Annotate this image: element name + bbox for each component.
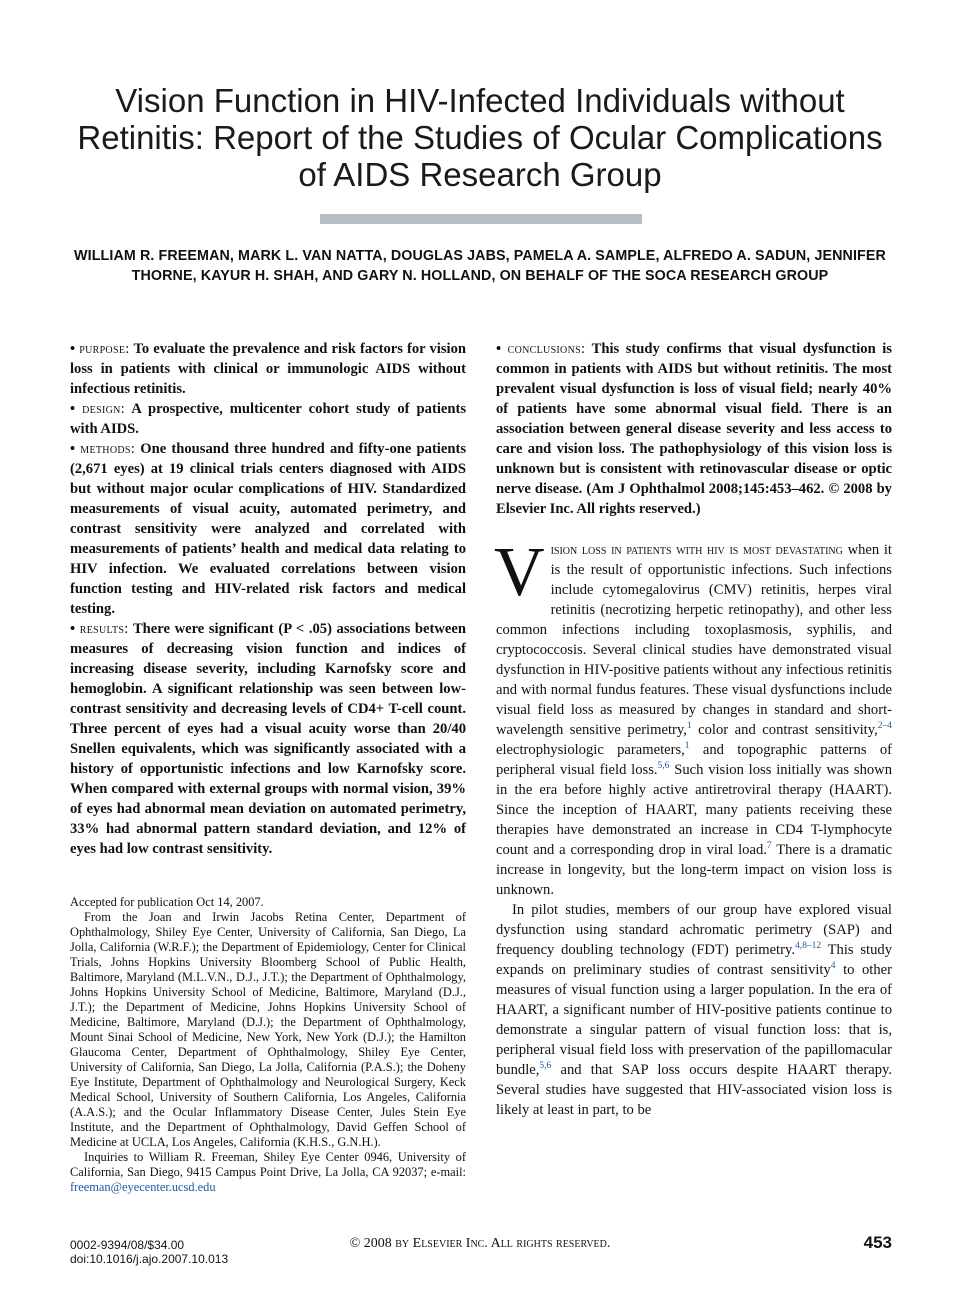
reference-link[interactable]: 4,8–12 [794, 941, 822, 952]
drop-cap: V [494, 534, 545, 611]
footnotes [70, 895, 466, 1195]
design-label: design: [82, 401, 125, 417]
article-title: Vision Function in HIV-Infected Individuals without Retinitis: Report of the Studies of Ocular Complications of AIDS Research Group [77, 82, 883, 193]
reference-link[interactable]: 5,6 [657, 761, 670, 772]
reference-link[interactable]: 5,6 [539, 1061, 552, 1072]
text: and that SAP loss occurs despite HAART therapy. Several studies have suggested that HIV-associated vision loss is likely at least in part, to be [496, 1062, 892, 1118]
lead-in: ision loss in patients with hiv is most devastating [550, 542, 843, 558]
reference-link[interactable]: 1 [684, 741, 690, 752]
bullet: • [496, 341, 502, 357]
abstract-purpose [70, 339, 466, 399]
bullet: • [70, 341, 76, 357]
doi: doi:10.1016/j.ajo.2007.10.013 [70, 1252, 229, 1266]
purpose-text: To evaluate the prevalence and risk factors for vision loss in patients with clinical or immunologic AIDS without infectious retinitis. [70, 341, 466, 397]
results-text: There were significant (P < .05) associations between measures of decreasing vision function and indices of increasing disease severity, including Karnofsky score and hemoglobin. A significant relationship was seen between low-contrast sensitivity and decreasing levels of CD4+ T-cell count. Three percent of eyes had a visual acuity worse than 20/40 Snellen equivalents, which was significantly associated with a history of opportunistic infections and low Karnofsky score. When compared with external groups with normal vision, 39% of eyes had abnormal mean deviation on automated perimetry, 33% had abnormal pattern standard deviation, and 12% of eyes had low contrast sensitivity. [70, 621, 466, 857]
conclusions-label: conclusions: [507, 341, 586, 357]
right-column [496, 339, 892, 1120]
abstract-results [70, 619, 466, 859]
text: electrophysiologic parameters, [496, 742, 685, 758]
footer-copyright: © 2008 by Elsevier Inc. All rights reserved. [349, 1236, 611, 1251]
methods-label: methods: [80, 441, 136, 457]
abstract-methods [70, 439, 466, 619]
author-list: WILLIAM R. FREEMAN, MARK L. VAN NATTA, DOUGLAS JABS, PAMELA A. SAMPLE, ALFREDO A. SADUN, JENNIFER THORNE, KAYUR H. SHAH, AND GARY N. HOLLAND, ON BEHALF OF THE SOCA RESEARCH GROUP [74, 248, 886, 284]
text: This study expands on preliminary studies of contrast sensitivity [496, 942, 893, 978]
reference-link[interactable]: 7 [766, 841, 772, 852]
bullet: • [70, 401, 76, 417]
text: color and contrast sensitivity, [691, 722, 878, 738]
footer-identifiers [70, 1238, 228, 1266]
body-paragraph-2 [496, 900, 892, 1120]
text: and topographic patterns of peripheral visual field loss. [496, 742, 892, 778]
reference-link[interactable]: 2–4 [877, 721, 892, 732]
text: to other measures of visual function using a larger population. In the era of HAART, a significant number of HIV-positive patients continue to demonstrate a singular pattern of visual function loss: that is, peripheral visual field loss with preservation of the papillomacular bundle, [496, 962, 892, 1078]
bullet: • [70, 441, 76, 457]
inquiries-text: Inquiries to William R. Freeman, Shiley Eye Center 0946, University of California, San Diego, 9415 Campus Point Drive, La Jolla, CA 92037; e-mail: [70, 1150, 466, 1179]
page-number: 453 [863, 1233, 892, 1252]
bullet: • [70, 621, 76, 637]
reference-link[interactable]: 4 [830, 961, 836, 972]
text: when it is the result of opportunistic infections. Such infections include cytomegalovirus (CMV) retinitis, herpes viral retinitis (necrotizing herpetic retinopathy), and other less common infections including toxoplasmosis, syphilis, and cryptococcosis. Several clinical studies have demonstrated visual dysfunction in HIV-positive patients without any infectious retinitis and with normal fundus features. These visual dysfunctions include visual field loss as measured by changes in standard and short-wavelength sensitive perimetry, [496, 542, 892, 738]
abstract-design [70, 399, 466, 439]
body-text [494, 534, 893, 1120]
citation: (Am J Ophthalmol 2008;145:453–462. © 2008 by Elsevier Inc. All rights reserved.) [496, 481, 892, 517]
issn: 0002-9394/08/$34.00 [70, 1238, 185, 1252]
text: There is a dramatic increase in longevity, but the long-term impact on vision loss is unknown. [496, 842, 892, 898]
body-paragraph-1 [494, 534, 893, 900]
text: Such vision loss initially was shown in the era before highly active antiretroviral therapy (HAART). Since the inception of HAART, many patients receiving these therapies have demonstrated an increase in CD4 T-lymphocyte count and a corresponding drop in viral load. [496, 762, 893, 858]
abstract-conclusions-block [496, 339, 892, 519]
abstract-conclusions [496, 339, 892, 519]
reference-link[interactable]: 1 [686, 721, 692, 732]
purpose-label: purpose: [79, 341, 130, 357]
title-divider [320, 214, 642, 224]
conclusions-text: This study confirms that visual dysfunction is common in patients with AIDS but without retinitis. The most prevalent visual dysfunction is loss of visual field; nearly 40% of patients have some abnormal visual field. There is an association between general disease severity and less access to care and vision loss. The pathophysiology of this vision loss is unknown but is consistent with retinovascular disease or optic nerve disease. [496, 341, 892, 497]
methods-text: One thousand three hundred and fifty-one patients (2,671 eyes) at 19 clinical trials centers diagnosed with AIDS but without major ocular complications of HIV. Standardized measurements of visual acuity, automated perimetry, and contrast sensitivity were analyzed and correlated with measurements of patients’ health and medical data relating to HIV infection. We evaluated correlations between vision function testing and HIV-related risk factors and medical testing. [70, 441, 466, 617]
accepted-date: Accepted for publication Oct 14, 2007. [70, 895, 264, 909]
results-label: results: [79, 621, 129, 637]
design-text: A prospective, multicenter cohort study of patients with AIDS. [70, 401, 467, 437]
abstract-left-column [70, 339, 466, 859]
text: In pilot studies, members of our group have explored visual dysfunction using standard achromatic perimetry (SAP) and frequency doubling technology (FDT) perimetry. [496, 902, 892, 958]
email-link[interactable]: freeman@eyecenter.ucsd.edu [70, 1180, 216, 1194]
inquiries [70, 1150, 466, 1195]
affiliations: From the Joan and Irwin Jacobs Retina Center, Department of Ophthalmology, Shiley Eye Center, University of California, San Diego, La Jolla, California (W.R.F.); the Department of Epidemiology, Center for Clinical Trials, Johns Hopkins University Bloomberg School of Public Health, Baltimore, Maryland (M.L.V.N., D.J., J.T.); the Department of Ophthalmology, Johns Hopkins University School of Medicine, Baltimore, Maryland (D.J., J.T.); the Department of Medicine, Johns Hopkins University School of Medicine, Baltimore, Maryland (D.J.); the Department of Ophthalmology, Mount Sinai School of Medicine, New York, New York (D.J.); the Hamilton Glaucoma Center, Department of Ophthalmology, Shiley Eye Center, University of California, San Diego, La Jolla, California (P.A.S.); the Doheny Eye Institute, Department of Ophthalmology and Neurological Surgery, Keck Medical School, University of Southern California, Los Angeles, California (A.A.S.); and the Ocular Inflammatory Disease Center, Jules Stein Eye Institute, and the Department of Ophthalmology, David Geffen School of Medicine at UCLA, Los Angeles, California (K.H.S., G.N.H.). [70, 910, 466, 1149]
